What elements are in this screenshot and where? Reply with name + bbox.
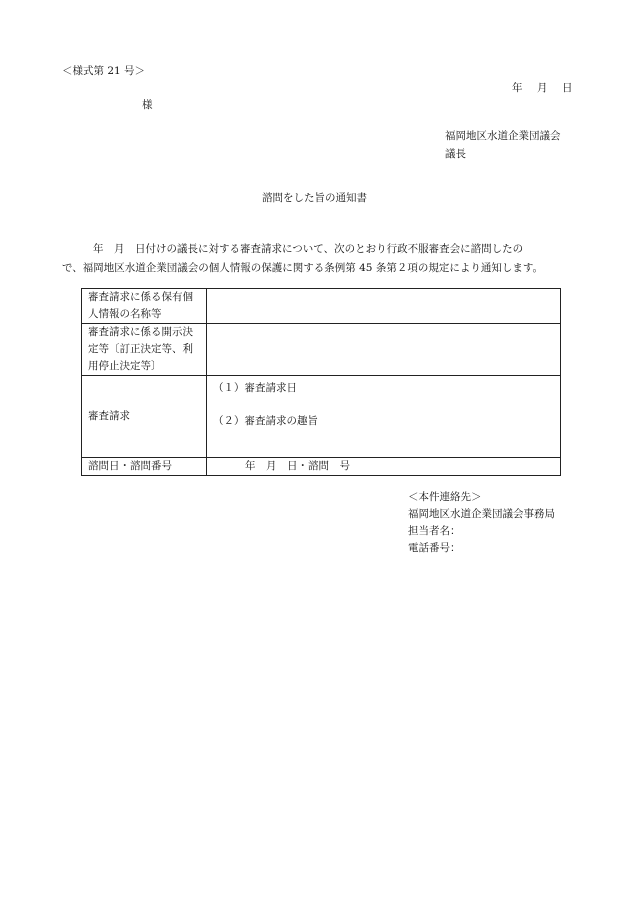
form-number: ＜様式第 21 号＞ xyxy=(62,65,146,77)
table-row xyxy=(82,458,561,476)
request-date-item: （１）審査請求日 xyxy=(213,382,297,394)
row1-value xyxy=(207,289,561,324)
row1-label xyxy=(82,289,207,324)
document-title: 諮問をした旨の通知書 xyxy=(262,192,367,204)
row4-label: 諮問日・諮問番号 xyxy=(82,458,207,476)
table-row xyxy=(82,324,561,376)
sender-title: 議長 xyxy=(445,148,466,160)
contact-heading: ＜本件連絡先＞ xyxy=(408,491,482,503)
row2-label-line3: 用停止決定等〕 xyxy=(88,360,162,372)
row1-label-line2: 人情報の名称等 xyxy=(88,308,162,320)
request-purpose-item: （２）審査請求の趣旨 xyxy=(213,415,318,427)
row4-value: 年 月 日・諮問 号 xyxy=(207,458,561,476)
contact-phone-label: 電話番号： xyxy=(408,542,461,554)
sender-organization: 福岡地区水道企業団議会 xyxy=(445,130,561,142)
contact-block xyxy=(408,489,555,557)
contact-person-label: 担当者名： xyxy=(408,525,461,537)
info-table xyxy=(81,288,561,476)
date-line: 年 月 日 xyxy=(512,82,575,94)
row3-label: 審査請求 xyxy=(82,376,207,458)
row1-label-line1: 審査請求に係る保有個 xyxy=(88,291,193,303)
row2-value xyxy=(207,324,561,376)
row3-value xyxy=(207,376,561,458)
contact-office: 福岡地区水道企業団議会事務局 xyxy=(408,508,555,520)
table-row xyxy=(82,289,561,324)
row2-label xyxy=(82,324,207,376)
body-paragraph xyxy=(62,240,574,278)
body-line-1: 年 月 日付けの議長に対する審査請求について、次のとおり行政不服審査会に諮問したの xyxy=(93,243,524,255)
table-row xyxy=(82,376,561,458)
addressee-suffix: 様 xyxy=(142,99,153,111)
row2-label-line2: 定等〔訂正決定等、利 xyxy=(88,343,193,355)
row2-label-line1: 審査請求に係る開示決 xyxy=(88,326,193,338)
body-line-2: で、福岡地区水道企業団議会の個人情報の保護に関する条例第 45 条第２項の規定により通知します。 xyxy=(62,262,543,274)
